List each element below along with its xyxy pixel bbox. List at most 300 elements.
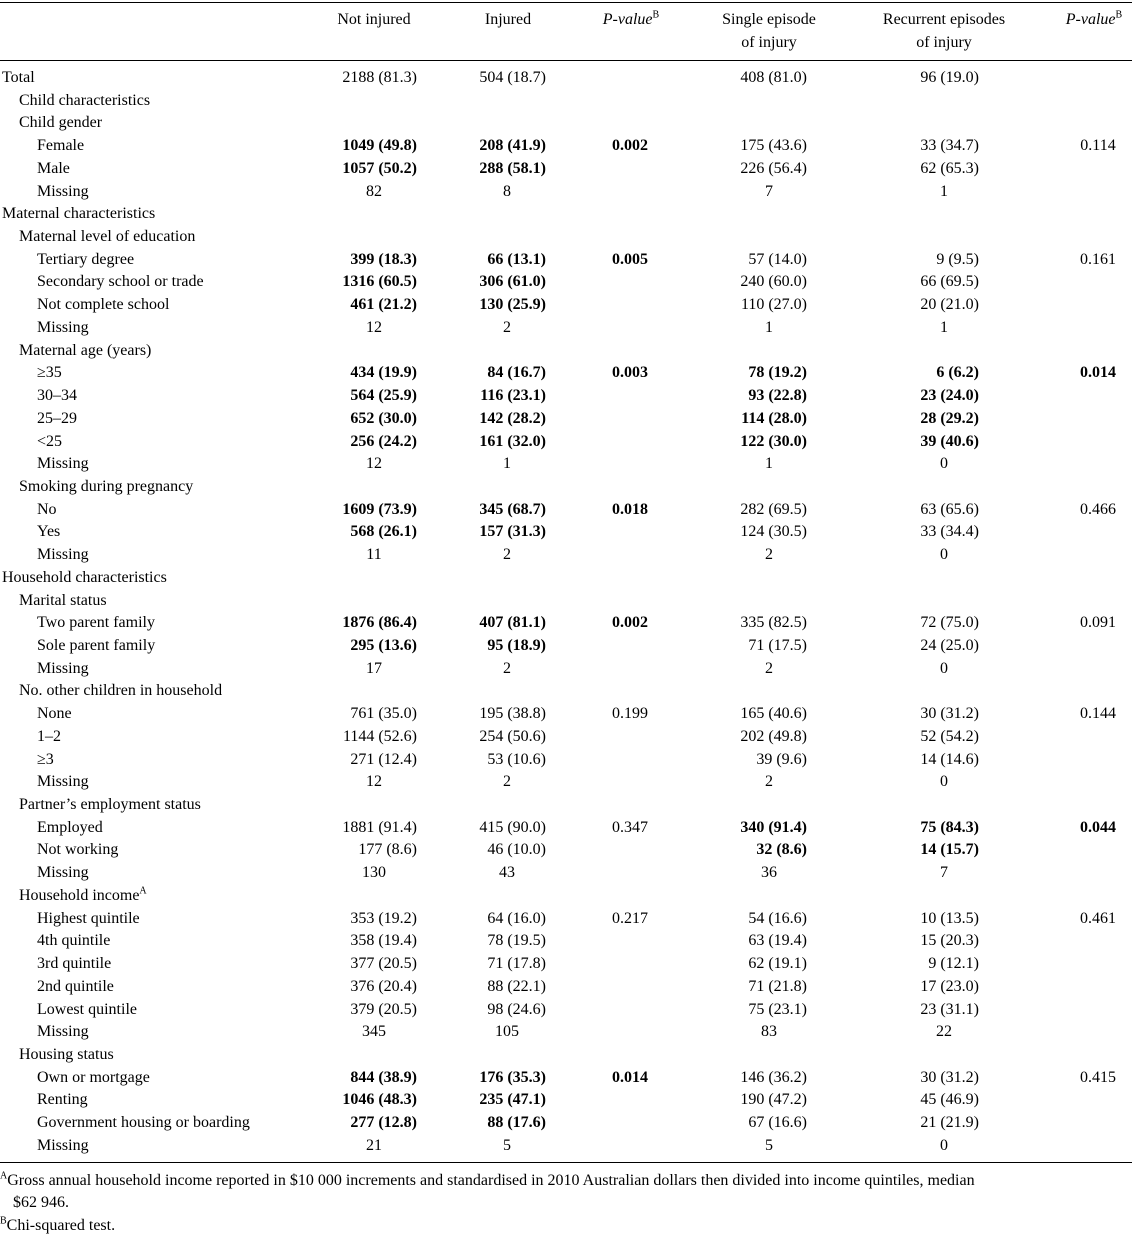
cell-injured: 142 (28.2) <box>479 409 546 427</box>
cell-not-injured: 277 (12.8) <box>350 1114 417 1132</box>
cell-injured: 235 (47.1) <box>479 1091 546 1109</box>
cell-pvalue-1: 0.005 <box>612 250 648 268</box>
cell-not-injured: 461 (21.2) <box>350 296 417 314</box>
table-row <box>0 884 1132 907</box>
cell-pvalue-1: 0.347 <box>612 818 648 836</box>
cell-not-injured: 12 <box>366 318 382 336</box>
cell-pvalue-2: 0.415 <box>1080 1068 1116 1086</box>
row-label-text: 3rd quintile <box>37 955 112 973</box>
footnote-b <box>0 1215 1128 1237</box>
row-label <box>37 770 89 793</box>
cell-not-injured: 1144 (52.6) <box>342 727 417 745</box>
cell-injured: 161 (32.0) <box>479 432 546 450</box>
table-row <box>0 952 1132 975</box>
cell-not-injured: 1609 (73.9) <box>342 500 417 518</box>
row-label-text: 1–2 <box>37 727 61 745</box>
cell-injured: 46 (10.0) <box>487 841 546 859</box>
cell-single-episode: 39 (9.6) <box>756 750 807 768</box>
row-label <box>37 929 110 952</box>
row-label <box>19 679 222 702</box>
cell-single-episode: 57 (14.0) <box>748 250 807 268</box>
table-row <box>0 180 1132 203</box>
header-single-episode <box>694 8 844 54</box>
cell-not-injured: 12 <box>366 455 382 473</box>
table-row <box>0 657 1132 680</box>
header-recurrent-episodes <box>862 8 1026 54</box>
row-label-text: Missing <box>37 455 89 473</box>
table-row <box>0 475 1132 498</box>
table-row <box>0 929 1132 952</box>
cell-single-episode: 114 (28.0) <box>741 409 807 427</box>
table-row <box>0 1043 1132 1066</box>
cell-recurrent-episodes: 14 (15.7) <box>920 841 979 859</box>
row-label <box>37 270 204 293</box>
row-label <box>37 952 111 975</box>
table-row <box>0 1088 1132 1111</box>
cell-not-injured: 345 <box>362 1023 386 1041</box>
row-label-text: Missing <box>37 659 89 677</box>
row-label-text: Government housing or boarding <box>37 1114 250 1132</box>
cell-injured: 157 (31.3) <box>479 523 546 541</box>
cell-recurrent-episodes: 6 (6.2) <box>936 364 979 382</box>
cell-single-episode: 1 <box>765 318 773 336</box>
cell-single-episode: 83 <box>761 1023 777 1041</box>
row-label <box>37 361 62 384</box>
table-row <box>0 748 1132 771</box>
footnote-a <box>0 1170 1128 1214</box>
header-recurrent-line1: Recurrent episodes <box>882 11 1006 28</box>
header-recurrent-line2: of injury <box>916 34 972 51</box>
row-label <box>37 998 137 1021</box>
cell-injured: 88 (17.6) <box>487 1114 546 1132</box>
cell-recurrent-episodes: 9 (12.1) <box>928 955 979 973</box>
cell-pvalue-1: 0.018 <box>612 500 648 518</box>
cell-recurrent-episodes: 0 <box>940 659 948 677</box>
row-label <box>37 430 62 453</box>
cell-recurrent-episodes: 72 (75.0) <box>920 614 979 632</box>
row-label <box>37 1134 89 1157</box>
cell-injured: 504 (18.7) <box>479 69 546 86</box>
row-label-text: Missing <box>37 318 89 336</box>
header-pvalue-1-label: P-value <box>602 11 653 28</box>
cell-not-injured: 1057 (50.2) <box>342 159 417 177</box>
cell-single-episode: 63 (19.4) <box>748 932 807 950</box>
cell-pvalue-1: 0.199 <box>612 705 648 723</box>
header-injured-label: Injured <box>484 11 532 28</box>
table-row <box>0 1066 1132 1089</box>
cell-pvalue-1: 0.002 <box>612 614 648 632</box>
table-row <box>0 66 1132 89</box>
row-label-text: Lowest quintile <box>37 1000 137 1018</box>
cell-recurrent-episodes: 75 (84.3) <box>920 818 979 836</box>
row-label-text: <25 <box>37 432 63 450</box>
table-top-rule <box>0 2 1132 3</box>
table-row <box>0 1020 1132 1043</box>
cell-recurrent-episodes: 0 <box>940 1136 948 1154</box>
cell-single-episode: 110 (27.0) <box>740 296 807 314</box>
row-label-text: Missing <box>37 182 89 200</box>
footnote-b-mark: B <box>0 1215 7 1227</box>
row-label <box>37 725 61 748</box>
cell-recurrent-episodes: 20 (21.0) <box>920 296 979 314</box>
row-label <box>37 907 140 930</box>
cell-injured: 288 (58.1) <box>479 159 546 177</box>
cell-single-episode: 78 (19.2) <box>748 364 807 382</box>
cell-injured: 95 (18.9) <box>487 637 546 654</box>
cell-single-episode: 408 (81.0) <box>740 69 807 86</box>
table-row <box>0 861 1132 884</box>
cell-pvalue-2: 0.461 <box>1080 909 1116 927</box>
cell-not-injured: 1881 (91.4) <box>342 818 417 836</box>
row-label-text: 4th quintile <box>37 932 111 950</box>
cell-not-injured: 295 (13.6) <box>350 637 417 654</box>
cell-recurrent-episodes: 15 (20.3) <box>920 932 979 950</box>
cell-not-injured: 353 (19.2) <box>350 909 417 927</box>
cell-recurrent-episodes: 30 (31.2) <box>920 1068 979 1086</box>
cell-single-episode: 282 (69.5) <box>740 500 807 518</box>
table-row <box>0 89 1132 112</box>
footnote-a-text: Gross annual household income reported in $10 000 increments and standardised in 2010 Australian dollars then divided into income quintiles, median <box>7 1172 975 1189</box>
row-label-text: Missing <box>37 864 89 882</box>
row-label <box>19 225 195 248</box>
cell-pvalue-2: 0.466 <box>1080 500 1116 518</box>
cell-not-injured: 1049 (49.8) <box>342 137 417 155</box>
cell-injured: 254 (50.6) <box>479 727 546 745</box>
cell-injured: 407 (81.1) <box>479 614 546 632</box>
cell-single-episode: 71 (21.8) <box>748 977 807 995</box>
cell-recurrent-episodes: 33 (34.7) <box>920 137 979 155</box>
cell-injured: 66 (13.1) <box>487 250 546 268</box>
row-label-text: Household income <box>19 886 140 904</box>
cell-pvalue-1: 0.002 <box>612 137 648 155</box>
row-label <box>37 748 54 771</box>
table-row <box>0 202 1132 225</box>
row-label <box>19 89 150 112</box>
row-label-text: Tertiary degree <box>37 250 135 268</box>
table-row <box>0 1134 1132 1157</box>
row-label <box>37 634 155 657</box>
cell-recurrent-episodes: 62 (65.3) <box>920 159 979 177</box>
row-label-text: Own or mortgage <box>37 1068 150 1086</box>
table-row <box>0 679 1132 702</box>
cell-not-injured: 844 (38.9) <box>350 1068 417 1086</box>
table-row <box>0 907 1132 930</box>
row-label-text: Total <box>2 69 35 86</box>
row-label-text: ≥3 <box>37 750 54 768</box>
cell-recurrent-episodes: 52 (54.2) <box>920 727 979 745</box>
cell-single-episode: 340 (91.4) <box>740 818 807 836</box>
row-label <box>19 1043 114 1066</box>
row-label <box>19 475 193 498</box>
row-label <box>2 66 35 89</box>
row-label-text: ≥35 <box>37 364 62 382</box>
row-label-text: No <box>37 500 57 518</box>
cell-single-episode: 175 (43.6) <box>740 137 807 155</box>
row-label-text: 30–34 <box>37 387 77 405</box>
row-label-text: Missing <box>37 1023 89 1041</box>
table-row <box>0 998 1132 1021</box>
row-label <box>2 202 155 225</box>
row-label <box>37 407 77 430</box>
cell-recurrent-episodes: 45 (46.9) <box>920 1091 979 1109</box>
row-label-text: Yes <box>37 523 61 541</box>
cell-injured: 130 (25.9) <box>479 296 546 314</box>
row-label-text: Renting <box>37 1091 88 1109</box>
cell-not-injured: 358 (19.4) <box>350 932 417 950</box>
table-row <box>0 566 1132 589</box>
cell-not-injured: 377 (20.5) <box>350 955 417 973</box>
cell-pvalue-2: 0.014 <box>1080 364 1116 382</box>
table-row <box>0 589 1132 612</box>
cell-not-injured: 568 (26.1) <box>350 523 417 541</box>
table-row <box>0 543 1132 566</box>
row-label-text: Not working <box>37 841 119 859</box>
cell-injured: 84 (16.7) <box>487 364 546 382</box>
table-row <box>0 975 1132 998</box>
cell-pvalue-2: 0.161 <box>1080 250 1116 268</box>
table-row <box>0 134 1132 157</box>
header-pvalue-2 <box>1056 8 1132 31</box>
cell-recurrent-episodes: 22 <box>936 1023 952 1041</box>
row-label-text: 2nd quintile <box>37 977 114 995</box>
cell-not-injured: 399 (18.3) <box>350 250 417 268</box>
cell-recurrent-episodes: 23 (31.1) <box>920 1000 979 1018</box>
cell-not-injured: 256 (24.2) <box>350 432 417 450</box>
cell-injured: 53 (10.6) <box>487 750 546 768</box>
cell-injured: 43 <box>499 864 515 882</box>
cell-injured: 2 <box>503 659 511 677</box>
row-label <box>37 134 84 157</box>
table-row <box>0 430 1132 453</box>
cell-single-episode: 67 (16.6) <box>748 1114 807 1132</box>
cell-injured: 116 (23.1) <box>480 387 546 405</box>
header-not-injured-label: Not injured <box>337 11 411 28</box>
table-bottom-rule <box>0 1162 1132 1163</box>
cell-single-episode: 146 (36.2) <box>740 1068 807 1086</box>
cell-single-episode: 62 (19.1) <box>748 955 807 973</box>
row-label <box>37 452 89 475</box>
cell-single-episode: 122 (30.0) <box>740 432 807 450</box>
row-label-text: Marital status <box>19 591 107 609</box>
table-row <box>0 634 1132 657</box>
cell-injured: 415 (90.0) <box>479 818 546 836</box>
table-row <box>0 611 1132 634</box>
cell-injured: 64 (16.0) <box>487 909 546 927</box>
cell-single-episode: 36 <box>761 864 777 882</box>
row-label <box>37 702 72 725</box>
cell-pvalue-1: 0.003 <box>612 364 648 382</box>
table-row <box>0 520 1132 543</box>
table-row <box>0 702 1132 725</box>
cell-recurrent-episodes: 24 (25.0) <box>920 637 979 654</box>
row-label <box>19 793 201 816</box>
cell-injured: 71 (17.8) <box>487 955 546 973</box>
table-row <box>0 339 1132 362</box>
cell-recurrent-episodes: 30 (31.2) <box>920 705 979 723</box>
cell-recurrent-episodes: 7 <box>940 864 948 882</box>
table-row <box>0 407 1132 430</box>
cell-recurrent-episodes: 1 <box>940 182 948 200</box>
cell-not-injured: 177 (8.6) <box>358 841 417 859</box>
row-label-text: Not complete school <box>37 296 170 314</box>
cell-recurrent-episodes: 0 <box>940 773 948 791</box>
cell-injured: 8 <box>503 182 511 200</box>
row-label-text: Maternal level of education <box>19 228 196 246</box>
cell-single-episode: 240 (60.0) <box>740 273 807 291</box>
cell-injured: 78 (19.5) <box>487 932 546 950</box>
row-label <box>2 566 167 589</box>
cell-recurrent-episodes: 0 <box>940 455 948 473</box>
header-pvalue-1-footnote-mark: B <box>652 9 660 21</box>
cell-injured: 88 (22.1) <box>487 977 546 995</box>
cell-single-episode: 7 <box>765 182 773 200</box>
row-label <box>19 339 151 362</box>
cell-not-injured: 130 <box>362 864 386 882</box>
cell-single-episode: 54 (16.6) <box>748 909 807 927</box>
cell-injured: 306 (61.0) <box>479 273 546 291</box>
row-label <box>37 1111 250 1134</box>
row-label <box>37 816 103 839</box>
cell-injured: 195 (38.8) <box>479 705 546 723</box>
cell-recurrent-episodes: 96 (19.0) <box>920 69 979 86</box>
cell-pvalue-2: 0.044 <box>1080 818 1116 836</box>
cell-not-injured: 652 (30.0) <box>350 409 417 427</box>
cell-injured: 1 <box>503 455 511 473</box>
cell-pvalue-1: 0.014 <box>612 1068 648 1086</box>
row-label-text: Highest quintile <box>37 909 140 927</box>
table-row <box>0 157 1132 180</box>
cell-recurrent-episodes: 9 (9.5) <box>936 250 979 268</box>
table-row <box>0 725 1132 748</box>
row-label <box>37 316 89 339</box>
cell-not-injured: 11 <box>366 546 382 564</box>
cell-single-episode: 124 (30.5) <box>740 523 807 541</box>
table-row <box>0 293 1132 316</box>
row-label <box>19 884 147 907</box>
row-label-text: Missing <box>37 773 89 791</box>
cell-pvalue-1: 0.217 <box>612 909 648 927</box>
row-label <box>37 293 169 316</box>
table-row <box>0 384 1132 407</box>
row-label <box>37 520 60 543</box>
cell-injured: 105 <box>495 1023 519 1041</box>
table-row <box>0 1111 1132 1134</box>
cell-recurrent-episodes: 1 <box>940 318 948 336</box>
cell-single-episode: 5 <box>765 1136 773 1154</box>
row-label-text: Child gender <box>19 114 103 132</box>
header-single-episode-line2: of injury <box>741 34 797 51</box>
row-label-text: Missing <box>37 1136 89 1154</box>
cell-not-injured: 271 (12.4) <box>350 750 417 768</box>
cell-single-episode: 2 <box>765 659 773 677</box>
cell-not-injured: 761 (35.0) <box>350 705 417 723</box>
row-label-text: None <box>37 705 72 723</box>
cell-injured: 2 <box>503 773 511 791</box>
cell-not-injured: 379 (20.5) <box>350 1000 417 1018</box>
cell-single-episode: 2 <box>765 773 773 791</box>
cell-not-injured: 2188 (81.3) <box>342 69 417 86</box>
row-label-text: Partner’s employment status <box>19 796 201 814</box>
cell-recurrent-episodes: 14 (14.6) <box>920 750 979 768</box>
row-label <box>37 498 57 521</box>
cell-recurrent-episodes: 63 (65.6) <box>920 500 979 518</box>
row-label-text: Employed <box>37 818 103 836</box>
footnote-b-text: Chi-squared test. <box>6 1217 116 1234</box>
header-pvalue-2-footnote-mark: B <box>1115 9 1123 21</box>
row-label <box>37 248 134 271</box>
row-label <box>37 611 155 634</box>
row-label <box>19 589 107 612</box>
table-row <box>0 248 1132 271</box>
row-label-text: Sole parent family <box>37 637 156 654</box>
cell-single-episode: 226 (56.4) <box>740 159 807 177</box>
header-not-injured <box>318 8 430 31</box>
header-single-episode-line1: Single episode <box>722 11 816 28</box>
row-label <box>37 180 89 203</box>
cell-not-injured: 82 <box>366 182 382 200</box>
cell-not-injured: 1316 (60.5) <box>342 273 417 291</box>
row-label-text: Female <box>37 137 85 155</box>
table-row <box>0 838 1132 861</box>
cell-single-episode: 75 (23.1) <box>748 1000 807 1018</box>
cell-single-episode: 190 (47.2) <box>740 1091 807 1109</box>
table-row <box>0 452 1132 475</box>
cell-not-injured: 12 <box>366 773 382 791</box>
header-pvalue-2-label: P-value <box>1065 11 1116 28</box>
cell-not-injured: 17 <box>366 659 382 677</box>
cell-single-episode: 71 (17.5) <box>748 637 807 654</box>
header-bottom-rule <box>0 60 1132 61</box>
table-row <box>0 316 1132 339</box>
cell-single-episode: 202 (49.8) <box>740 727 807 745</box>
cell-recurrent-episodes: 17 (23.0) <box>920 977 979 995</box>
cell-single-episode: 165 (40.6) <box>740 705 807 723</box>
table-row <box>0 793 1132 816</box>
row-label-text: Missing <box>37 546 89 564</box>
row-label <box>37 384 77 407</box>
row-label-text: Household characteristics <box>2 568 167 586</box>
cell-not-injured: 21 <box>366 1136 382 1154</box>
cell-single-episode: 32 (8.6) <box>756 841 807 859</box>
cell-recurrent-episodes: 23 (24.0) <box>920 387 979 405</box>
row-label-text: Child characteristics <box>19 91 151 109</box>
row-label <box>37 1066 150 1089</box>
cell-recurrent-episodes: 66 (69.5) <box>920 273 979 291</box>
footnote-a-text-continued: $62 946. <box>13 1194 69 1211</box>
cell-single-episode: 2 <box>765 546 773 564</box>
table-row <box>0 816 1132 839</box>
row-label-footnote-mark: A <box>139 885 147 897</box>
table-row <box>0 361 1132 384</box>
row-label-text: Maternal age (years) <box>19 341 152 359</box>
cell-recurrent-episodes: 28 (29.2) <box>920 409 979 427</box>
row-label <box>37 861 89 884</box>
row-label <box>37 157 70 180</box>
header-pvalue-1 <box>590 8 672 31</box>
row-label <box>37 1088 88 1111</box>
cell-not-injured: 1876 (86.4) <box>342 614 417 632</box>
cell-recurrent-episodes: 0 <box>940 546 948 564</box>
header-injured <box>452 8 564 31</box>
row-label-text: Housing status <box>19 1045 114 1063</box>
row-label-text: 25–29 <box>37 409 77 427</box>
cell-single-episode: 335 (82.5) <box>740 614 807 632</box>
table-row <box>0 270 1132 293</box>
cell-not-injured: 434 (19.9) <box>350 364 417 382</box>
cell-single-episode: 93 (22.8) <box>748 387 807 405</box>
cell-recurrent-episodes: 39 (40.6) <box>920 432 979 450</box>
row-label <box>19 111 102 134</box>
